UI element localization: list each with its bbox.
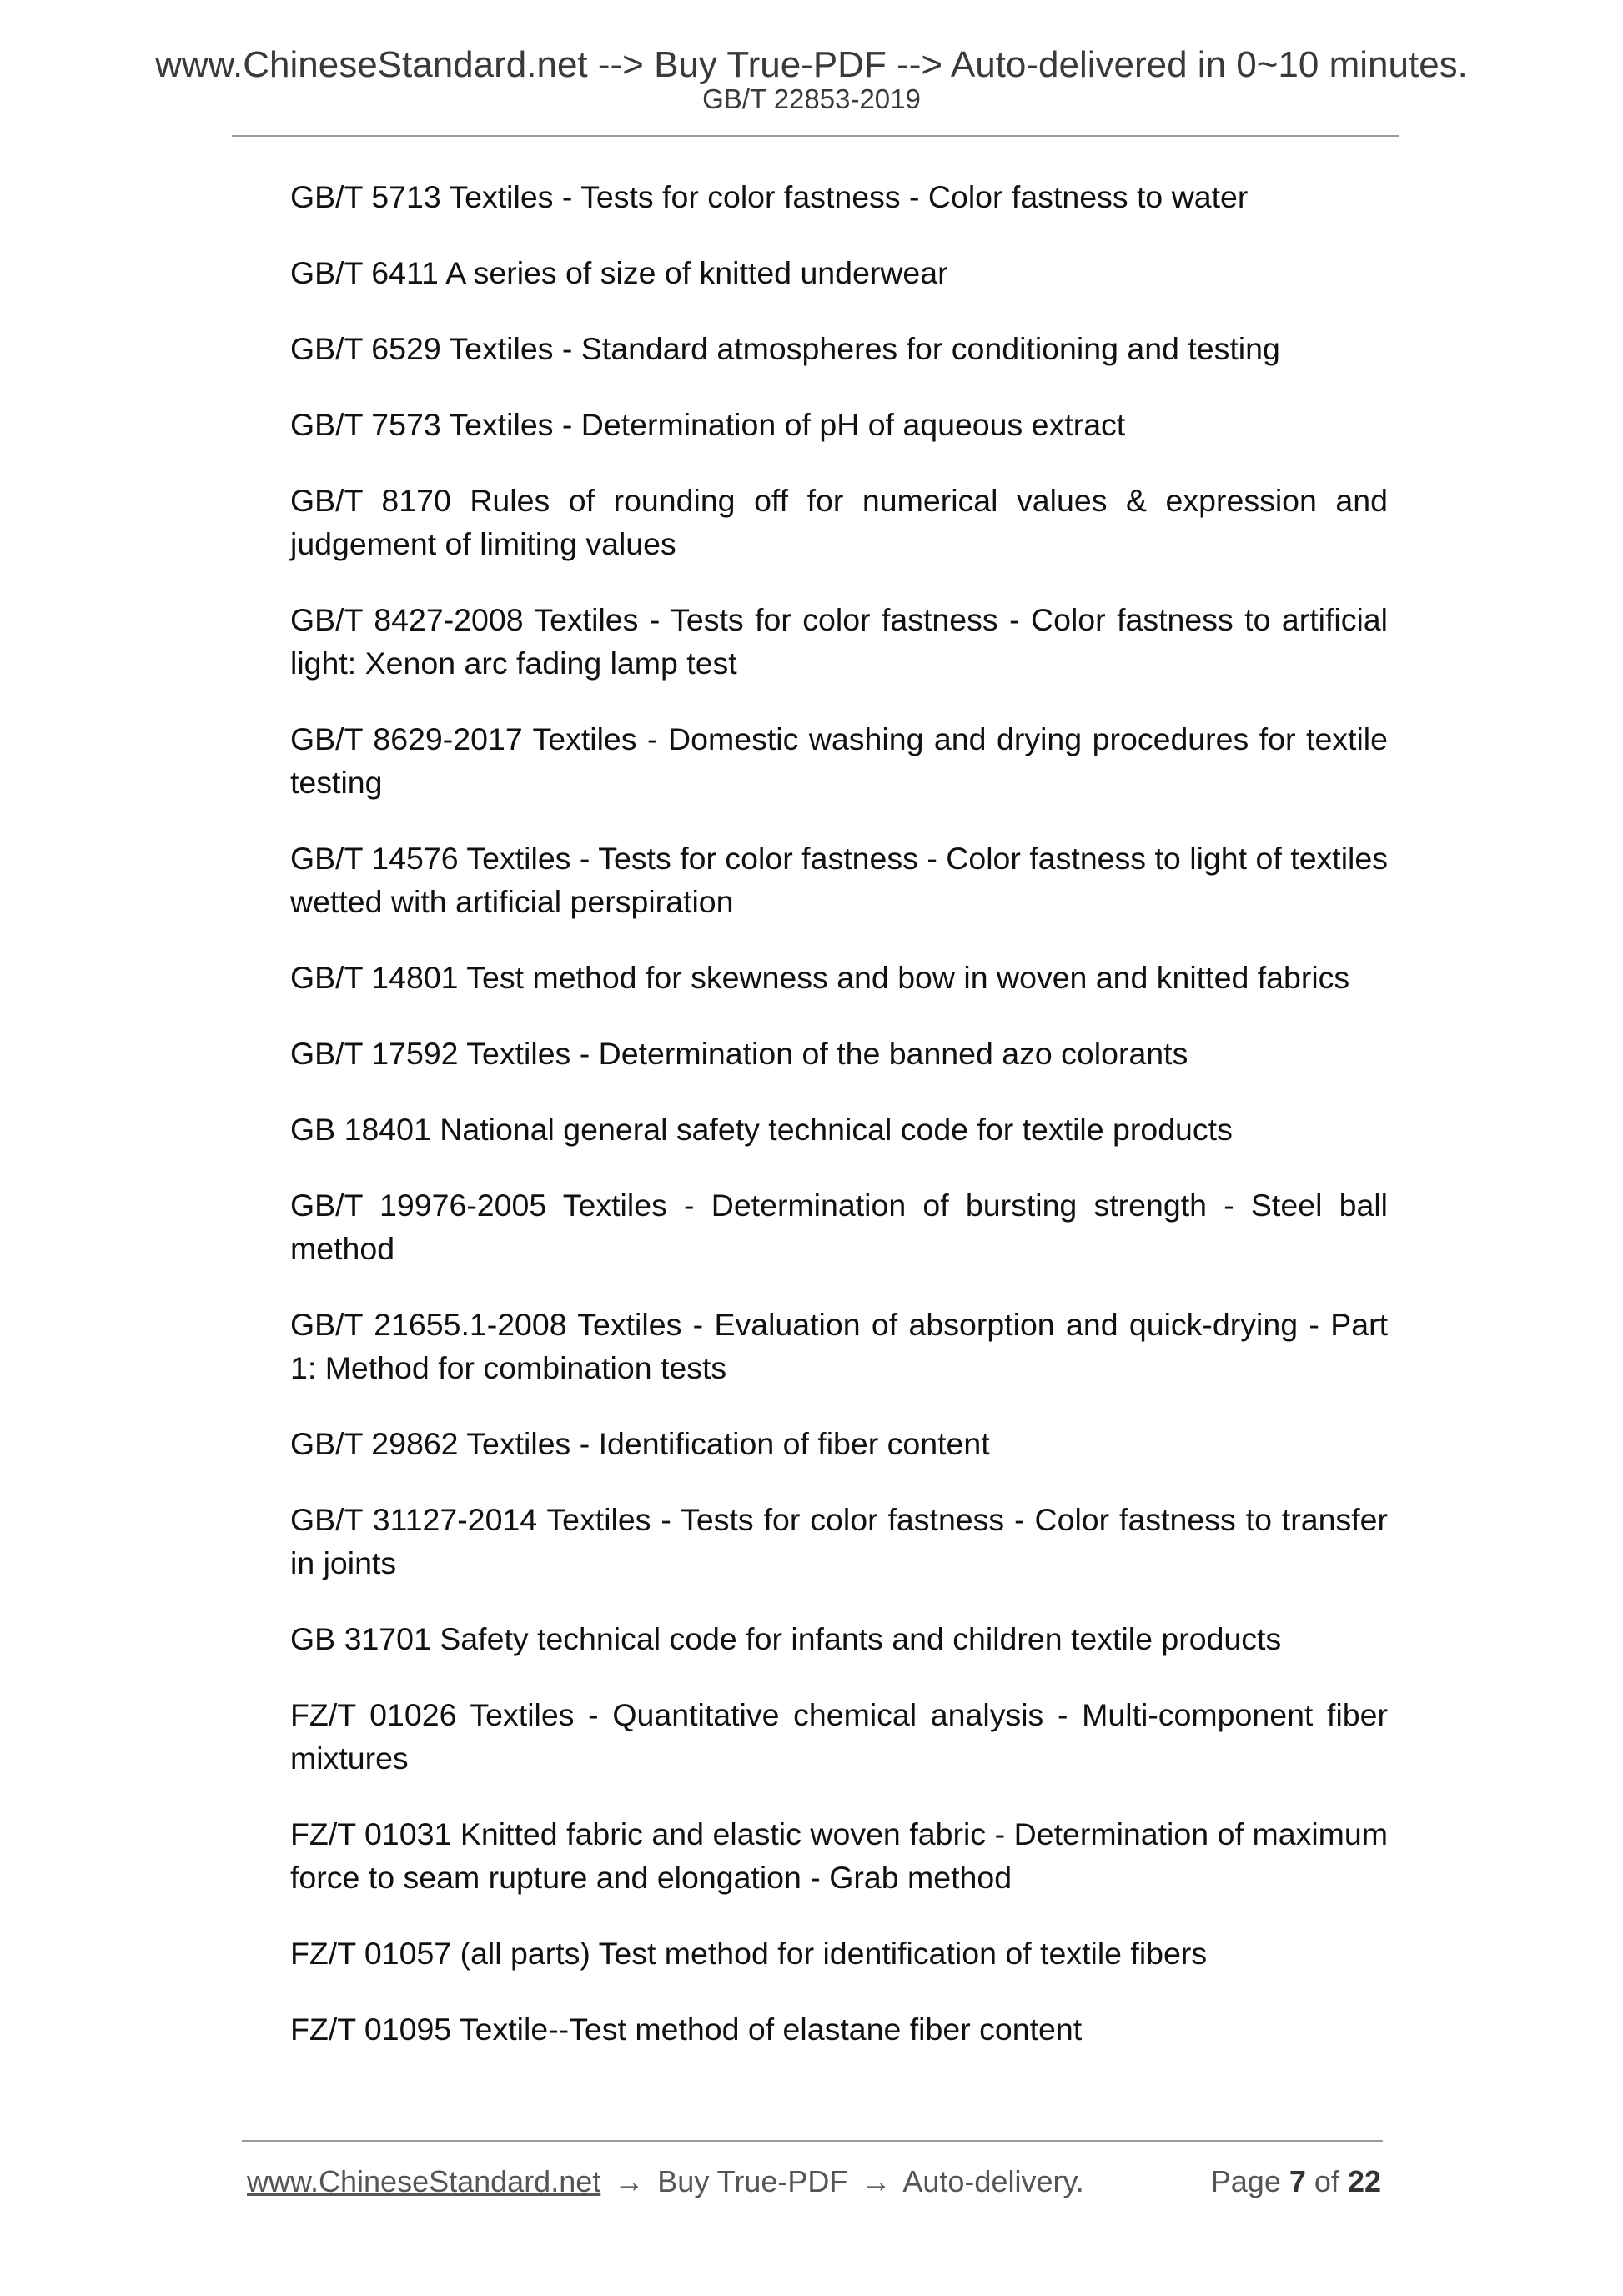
reference-item: GB/T 8629-2017 Textiles - Domestic washing and drying procedures for textile testing [290,721,1388,800]
auto-delivery-text: Auto-delivery. [902,2164,1084,2198]
reference-item: GB/T 5713 Textiles - Tests for color fastness - Color fastness to water [290,179,1249,214]
reference-item: GB/T 14801 Test method for skewness and bow in woven and knitted fabrics [290,960,1350,995]
site-link[interactable]: www.ChineseStandard.net [247,2164,601,2198]
page-number: 7 [1289,2164,1306,2198]
reference-item: FZ/T 01031 Knitted fabric and elastic woven fabric - Determination of maximum force to seam rupture and elongation - Grab method [290,1816,1388,1895]
reference-item: GB/T 19976-2005 Textiles - Determination of bursting strength - Steel ball method [290,1188,1388,1266]
footer-promo [247,2158,1084,2205]
reference-item: GB/T 6529 Textiles - Standard atmospheres for conditioning and testing [290,331,1280,366]
reference-item: GB/T 29862 Textiles - Identification of fiber content [290,1426,990,1461]
of-label: of [1314,2164,1339,2198]
arrow-right-icon: → [861,2164,892,2198]
buy-pdf-text: Buy True-PDF [657,2164,848,2198]
reference-item: GB/T 7573 Textiles - Determination of pH of aqueous extract [290,407,1126,442]
document-code: GB/T 22853-2019 [702,83,921,114]
reference-item: GB/T 8170 Rules of rounding off for numerical values & expression and judgement of limiting values [290,483,1388,561]
reference-item: GB 31701 Safety technical code for infants and children textile products [290,1621,1282,1656]
footer-divider [242,2140,1383,2142]
reference-item: FZ/T 01026 Textiles - Quantitative chemical analysis - Multi-component fiber mixtures [290,1697,1388,1776]
reference-item: GB/T 6411 A series of size of knitted underwear [290,255,948,290]
page-footer [247,2158,1381,2205]
page-indicator [1211,2158,1381,2205]
page-label: Page [1210,2164,1281,2198]
page-total: 22 [1347,2164,1381,2198]
header-divider [232,135,1399,137]
reference-item: FZ/T 01095 Textile--Test method of elastane fiber content [290,2012,1083,2047]
top-banner: www.ChineseStandard.net --> Buy True-PDF --> Auto-delivered in 0~10 minutes. [155,44,1468,85]
reference-item: FZ/T 01057 (all parts) Test method for identification of textile fibers [290,1936,1208,1971]
reference-item: GB/T 8427-2008 Textiles - Tests for color fastness - Color fastness to artificial light: Xenon arc fading lamp test [290,602,1388,681]
reference-item: GB/T 31127-2014 Textiles - Tests for color fastness - Color fastness to transfer in joints [290,1502,1388,1580]
arrow-right-icon: → [614,2164,645,2198]
reference-item: GB/T 21655.1-2008 Textiles - Evaluation of absorption and quick-drying - Part 1: Method for combination tests [290,1307,1388,1385]
reference-item: GB/T 14576 Textiles - Tests for color fastness - Color fastness to light of textiles wetted with artificial perspiration [290,841,1388,919]
normative-reference-list [290,175,1388,2083]
reference-item: GB 18401 National general safety technical code for textile products [290,1112,1233,1147]
reference-item: GB/T 17592 Textiles - Determination of the banned azo colorants [290,1036,1188,1071]
